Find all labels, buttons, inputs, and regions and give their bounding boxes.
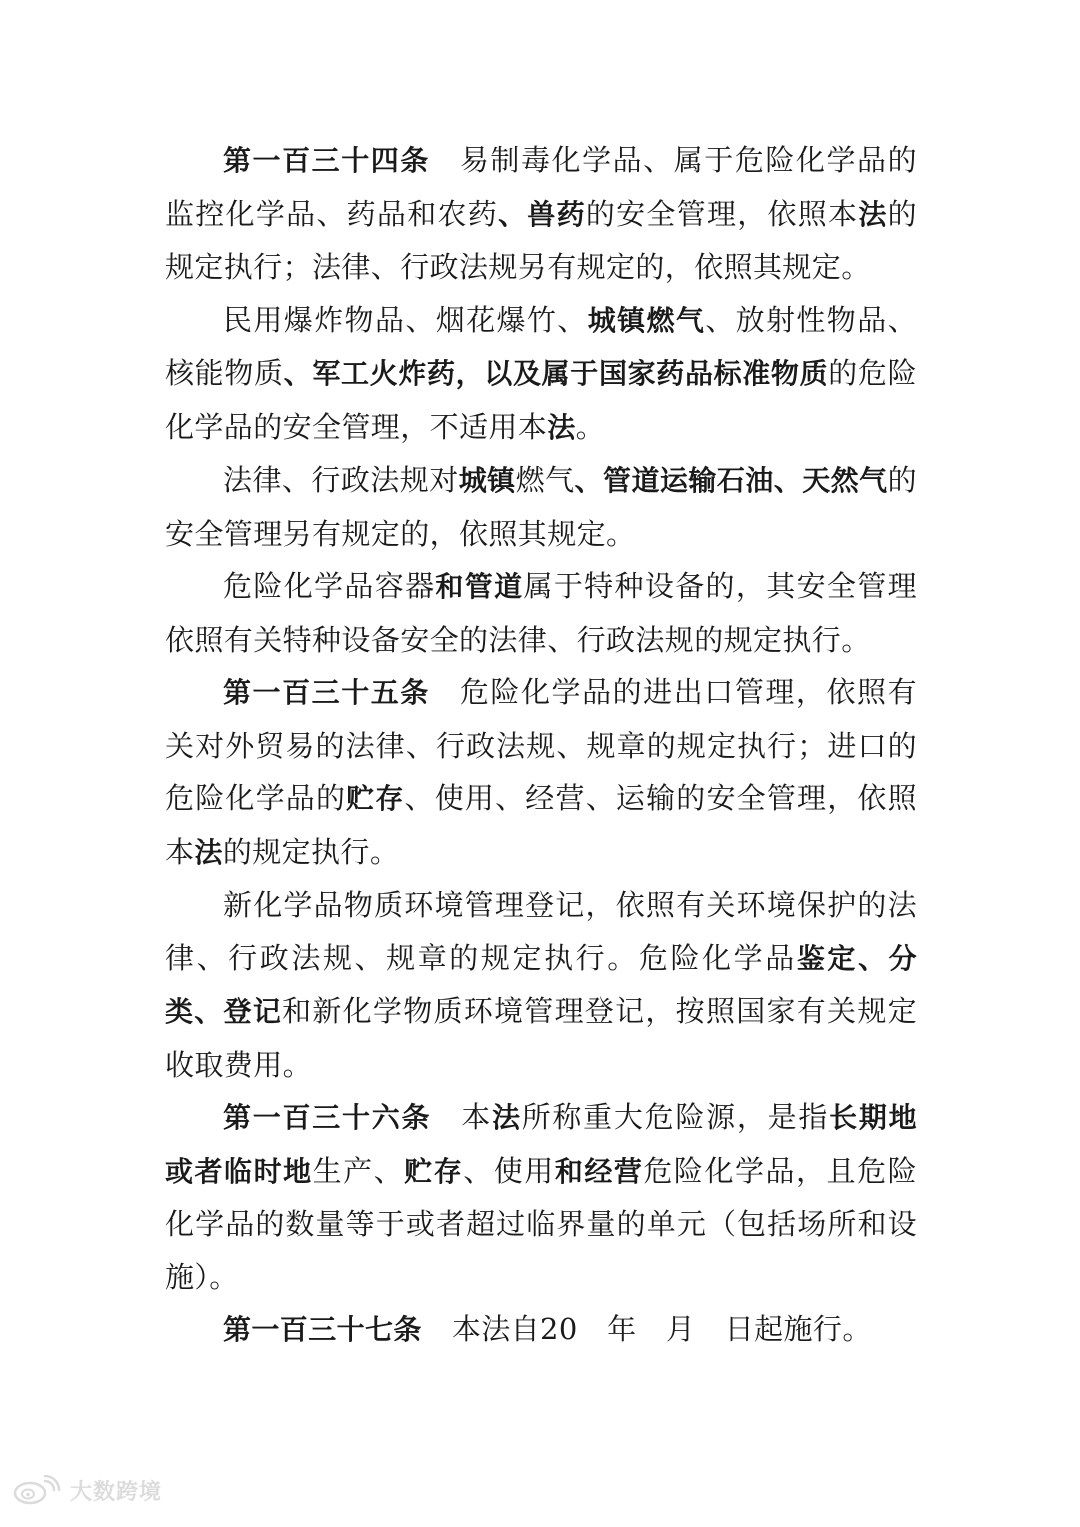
weibo-logo-icon [12, 1475, 62, 1505]
text-segment: 、使用、经营、运输的安全管理，依照本 [165, 781, 917, 869]
text-segment: 新化学品物质环境管理登记，依照有关环境保护的法律、行政法规、规章的规定执行。危险化学品 [165, 888, 917, 975]
text-segment: 危险化学品，且危险化学品的数量等于或者超过临界量的单元（包括场所和设施）。 [165, 1153, 917, 1294]
text-segment: 、放射性物品、核能物质 [165, 302, 917, 390]
paragraph-art134-p2 [165, 294, 917, 455]
text-segment: 易制毒化学品、属于危险化学品的监控化学品、药品和农药 [165, 143, 917, 231]
bold-text-segment: 法 [547, 410, 576, 444]
bold-text-segment: 长期地或者临时地 [165, 1101, 917, 1188]
bold-text-segment: 鉴定、分类、登记 [165, 941, 917, 1028]
text-segment: 属于特种设备的，其安全管理依照有关特种设备安全的法律、行政法规的规定执行。 [165, 569, 918, 657]
bold-text-segment: 、兽药 [498, 197, 586, 231]
bold-text-segment: 和经营 [554, 1154, 644, 1188]
paragraph-art137-p1 [165, 1303, 917, 1357]
bold-text-segment: 、军工火炸药，以及属于国家药品标准物质 [283, 357, 829, 390]
bold-text-segment: 法 [491, 1101, 522, 1134]
article-number: 第一百三十五条 [223, 676, 430, 709]
text-segment: 燃气 [515, 463, 575, 497]
bold-text-segment: 城镇 [458, 464, 516, 497]
article-number: 第一百三十七条 [223, 1313, 422, 1346]
text-segment: 危险化学品的进出口管理，依照有关对外贸易的法律、行政法规、规章的规定执行；进口的危险化学品的 [165, 675, 917, 815]
text-segment: 、使用 [463, 1153, 555, 1188]
text-segment: 法律、行政法规对 [223, 463, 459, 497]
article-number: 第一百三十四条 [223, 144, 430, 177]
bold-text-segment: 城镇燃气 [587, 303, 706, 337]
regulation-text [165, 134, 917, 1357]
text-segment: 本法自20 年 月 日起施行。 [451, 1312, 872, 1346]
text-segment: 的规定执行；法律、行政法规另有规定的，依照其规定。 [165, 196, 917, 284]
text-segment: 所称重大危险源，是指 [521, 1100, 830, 1134]
watermark-text: 大数跨境 [70, 1479, 163, 1505]
bold-text-segment: 、管道运输石油、天然气 [574, 464, 888, 497]
watermark [12, 1472, 162, 1508]
text-segment: 。 [575, 409, 606, 444]
bold-text-segment: 贮存 [404, 1154, 464, 1188]
text-segment: 的安全管理，依照本 [585, 196, 859, 231]
paragraph-art135-p1 [165, 666, 917, 879]
text-segment: 的危险化学品的安全管理，不适用本 [165, 356, 917, 444]
paragraph-art134-p4 [165, 560, 917, 666]
text-segment: 民用爆炸物品、烟花爆竹、 [223, 302, 588, 337]
text-segment: 危险化学品容器 [223, 569, 436, 603]
paragraph-art135-p2 [165, 879, 917, 1091]
text-segment: 生产、 [312, 1153, 405, 1188]
text-segment: 和新化学物质环境管理登记，按照国家有关规定收取费用。 [165, 994, 917, 1082]
article-number: 第一百三十六条 [223, 1101, 432, 1134]
text-segment: 的规定执行。 [222, 834, 400, 869]
paragraph-art134-p1 [165, 134, 917, 294]
paragraph-art134-p3 [165, 454, 917, 560]
text-segment: 本 [461, 1100, 492, 1134]
bold-text-segment: 和管道 [435, 570, 524, 603]
bold-text-segment: 法 [858, 197, 888, 231]
bold-text-segment: 法 [194, 835, 223, 869]
text-segment: 的安全管理另有规定的，依照其规定。 [165, 463, 917, 551]
bold-text-segment: 贮存 [346, 782, 405, 815]
paragraph-art136-p1 [165, 1091, 917, 1303]
